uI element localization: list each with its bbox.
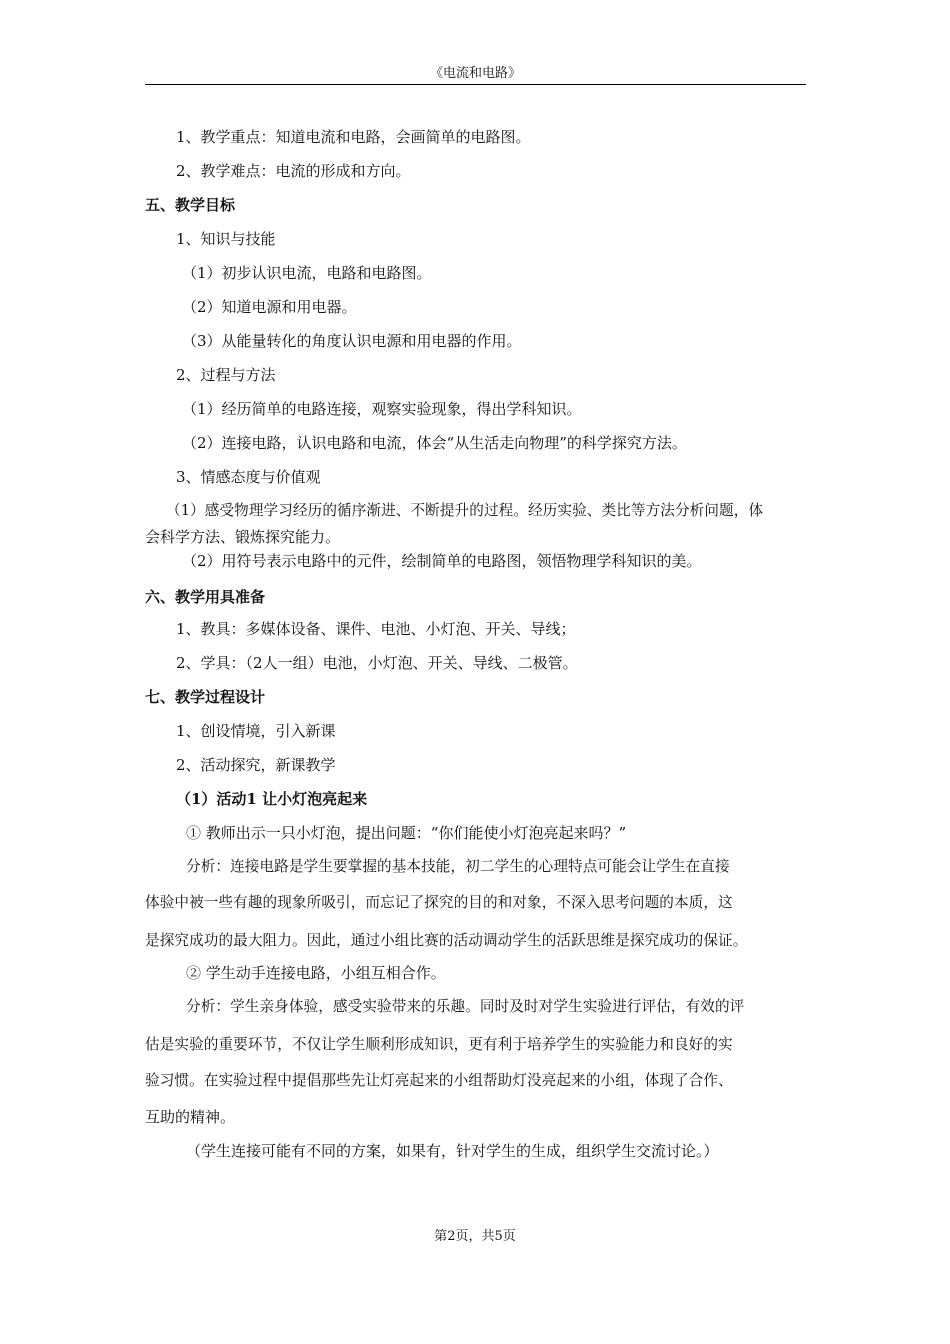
analysis-paragraph: 分析：学生亲身体验，感受实验带来的乐趣。同时及时对学生实验进行评估，有效的评: [186, 998, 745, 1015]
analysis-paragraph: 互助的精神。: [145, 1108, 236, 1126]
analysis-paragraph: 是探究成功的最大阻力。因此，通过小组比赛的活动调动学生的活跃思维是探究成功的保证。: [145, 932, 748, 949]
running-header: 《电流和电路》: [429, 66, 521, 81]
analysis-paragraph: 分析：连接电路是学生要掌握的基本技能，初二学生的心理特点可能会让学生在直接: [186, 858, 730, 875]
list-item: （2）连接电路，认识电路和电流，体会“从生活走向物理”的科学探究方法。: [182, 434, 687, 452]
analysis-paragraph: 估是实验的重要环节，不仅让学生顺利形成知识，更有利于培养学生的实验能力和良好的实: [145, 1036, 733, 1053]
note-paragraph: （学生连接可能有不同的方案，如果有，针对学生的生成，组织学生交流讨论。）: [186, 1142, 719, 1160]
list-item: （1）初步认识电流，电路和电路图。: [182, 264, 432, 282]
subheading-attitude-values: 3、情感态度与价值观: [176, 468, 321, 486]
subheading-process-method: 2、过程与方法: [176, 366, 276, 384]
section-heading-tools: 六、教学用具准备: [145, 588, 266, 606]
section-heading-objectives: 五、教学目标: [145, 196, 236, 214]
activity-paragraph: ② 学生动手连接电路，小组互相合作。: [186, 964, 446, 982]
key-point-line: 1、教学重点：知道电流和电路，会画简单的电路图。: [176, 128, 531, 146]
process-step: 1、创设情境，引入新课: [176, 722, 336, 740]
page-number-footer: 第2页，共5页: [434, 1229, 516, 1244]
analysis-paragraph: 体验中被一些有趣的现象所吸引，而忘记了探究的目的和对象，不深入思考问题的本质，这: [145, 894, 733, 911]
teaching-tools-line: 1、教具：多媒体设备、课件、电池、小灯泡、开关、导线；: [176, 620, 576, 638]
process-step: 2、活动探究，新课教学: [176, 756, 336, 774]
analysis-paragraph: 验习惯。在实验过程中提倡那些先让灯亮起来的小组帮助灯没亮起来的小组，体现了合作、: [145, 1072, 733, 1089]
student-tools-line: 2、学具：（2人一组）电池，小灯泡、开关、导线、二极管。: [176, 654, 578, 672]
header-rule: [145, 84, 806, 85]
section-heading-process: 七、教学过程设计: [145, 688, 266, 706]
activity-heading: （1）活动1 让小灯泡亮起来: [176, 790, 368, 808]
list-item: （1）经历简单的电路连接，观察实验现象，得出学科知识。: [182, 400, 582, 418]
list-item: （1）感受物理学习经历的循序渐进、不断提升的过程。经历实验、类比等方法分析问题，体: [166, 502, 764, 519]
subheading-knowledge-skills: 1、知识与技能: [176, 230, 276, 248]
list-item: （3）从能量转化的角度认识电源和用电器的作用。: [182, 332, 522, 350]
difficulty-line: 2、教学难点：电流的形成和方向。: [176, 162, 411, 180]
list-item: （2）用符号表示电路中的元件，绘制简单的电路图，领悟物理学科知识的美。: [182, 552, 702, 570]
activity-paragraph: ① 教师出示一只小灯泡，提出问题：“你们能使小灯泡亮起来吗？”: [186, 824, 627, 842]
list-item: （2）知道电源和用电器。: [182, 298, 357, 316]
list-item-continued: 会科学方法、锻炼探究能力。: [145, 528, 341, 546]
